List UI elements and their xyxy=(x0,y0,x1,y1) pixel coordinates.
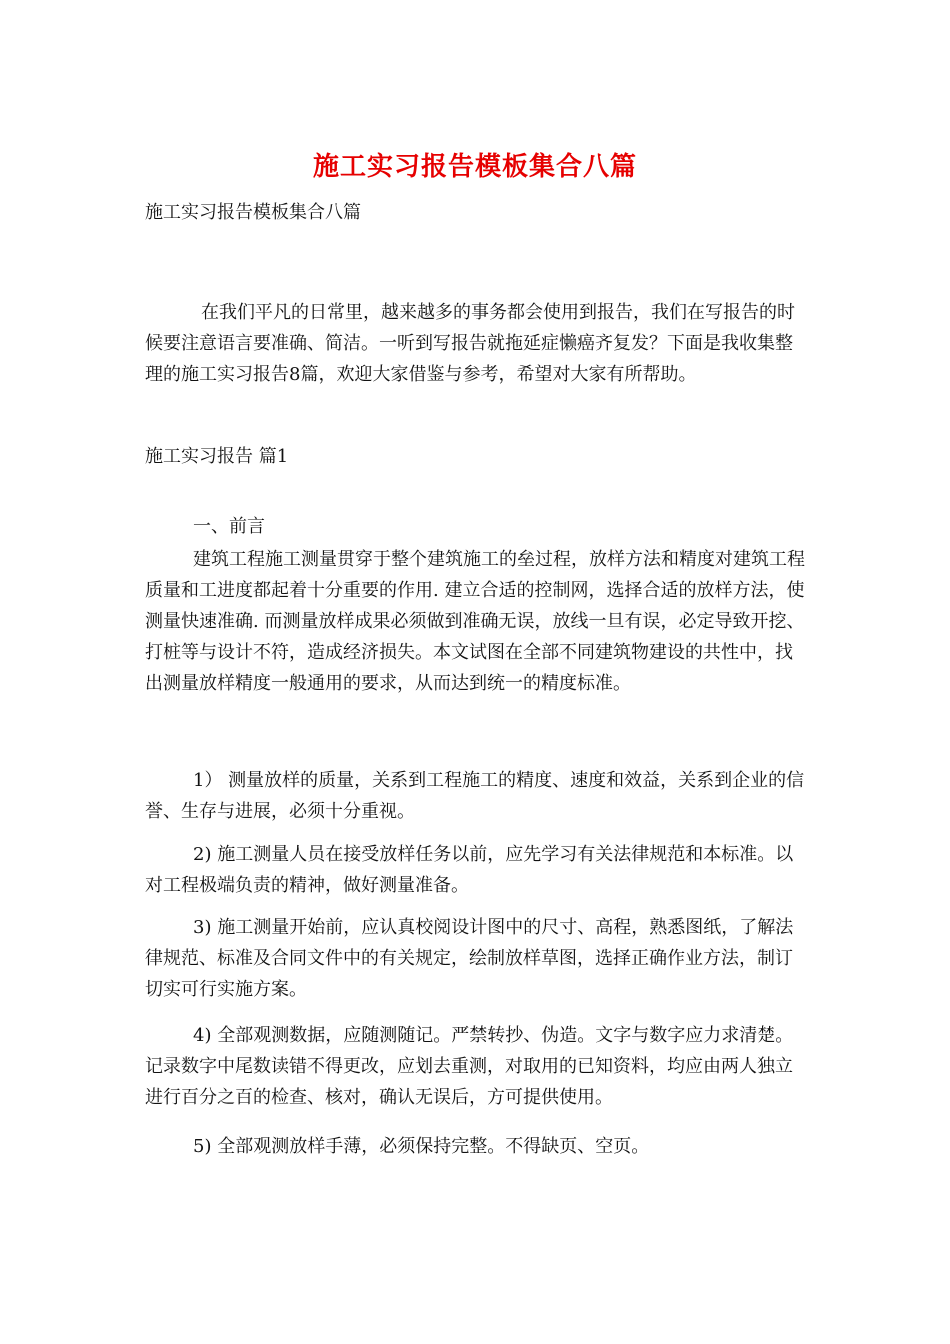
list-item: 2) 施工测量人员在接受放样任务以前，应先学习有关法律规范和本标准。以对工程极端负责的精神，做好测量准备。 xyxy=(145,844,794,896)
body-paragraph: 建筑工程施工测量贯穿于整个建筑施工的垒过程，放样方法和精度对建筑工程质量和工进度都起着十分重要的作用. 建立合适的控制网，选择合适的放样方法，使测量快速准确. 而测量放样成果必须做到准确无误，放线一旦有误，必定导致开挖、打桩等与设计不符，造成经济损失。本文试图在全部不同建筑物建设的共性中，找出测量放样精度一般通用的要求，从而达到统一的精度标准。 xyxy=(145,549,805,694)
list-item: 3) 施工测量开始前，应认真校阅设计图中的尺寸、高程，熟悉图纸，了解法律规范、标准及合同文件中的有关规定，绘制放样草图，选择正确作业方法，制订切实可行实施方案。 xyxy=(145,917,794,1000)
list-item: 1） 测量放样的质量，关系到工程施工的精度、速度和效益，关系到企业的信誉、生存与进展，必须十分重视。 xyxy=(145,770,805,822)
list-item: 5) 全部观测放样手薄，必须保持完整。不得缺页、空页。 xyxy=(193,1136,650,1157)
section-heading: 施工实习报告 篇1 xyxy=(145,446,289,467)
subheading-preface: 一、前言 xyxy=(193,516,265,537)
intro-paragraph: 在我们平凡的日常里，越来越多的事务都会使用到报告，我们在写报告的时候要注意语言要准确、简洁。一听到写报告就拖延症懒癌齐复发？下面是我收集整理的施工实习报告8篇，欢迎大家借鉴与参考，希望对大家有所帮助。 xyxy=(145,302,795,385)
document-subtitle: 施工实习报告模板集合八篇 xyxy=(145,202,361,223)
document-title: 施工实习报告模板集合八篇 xyxy=(312,152,637,182)
list-item: 4) 全部观测数据，应随测随记。严禁转抄、伪造。文字与数字应力求清楚。记录数字中尾数读错不得更改，应划去重测，对取用的已知资料，均应由两人独立进行百分之百的检查、核对，确认无误后，方可提供使用。 xyxy=(145,1025,794,1108)
